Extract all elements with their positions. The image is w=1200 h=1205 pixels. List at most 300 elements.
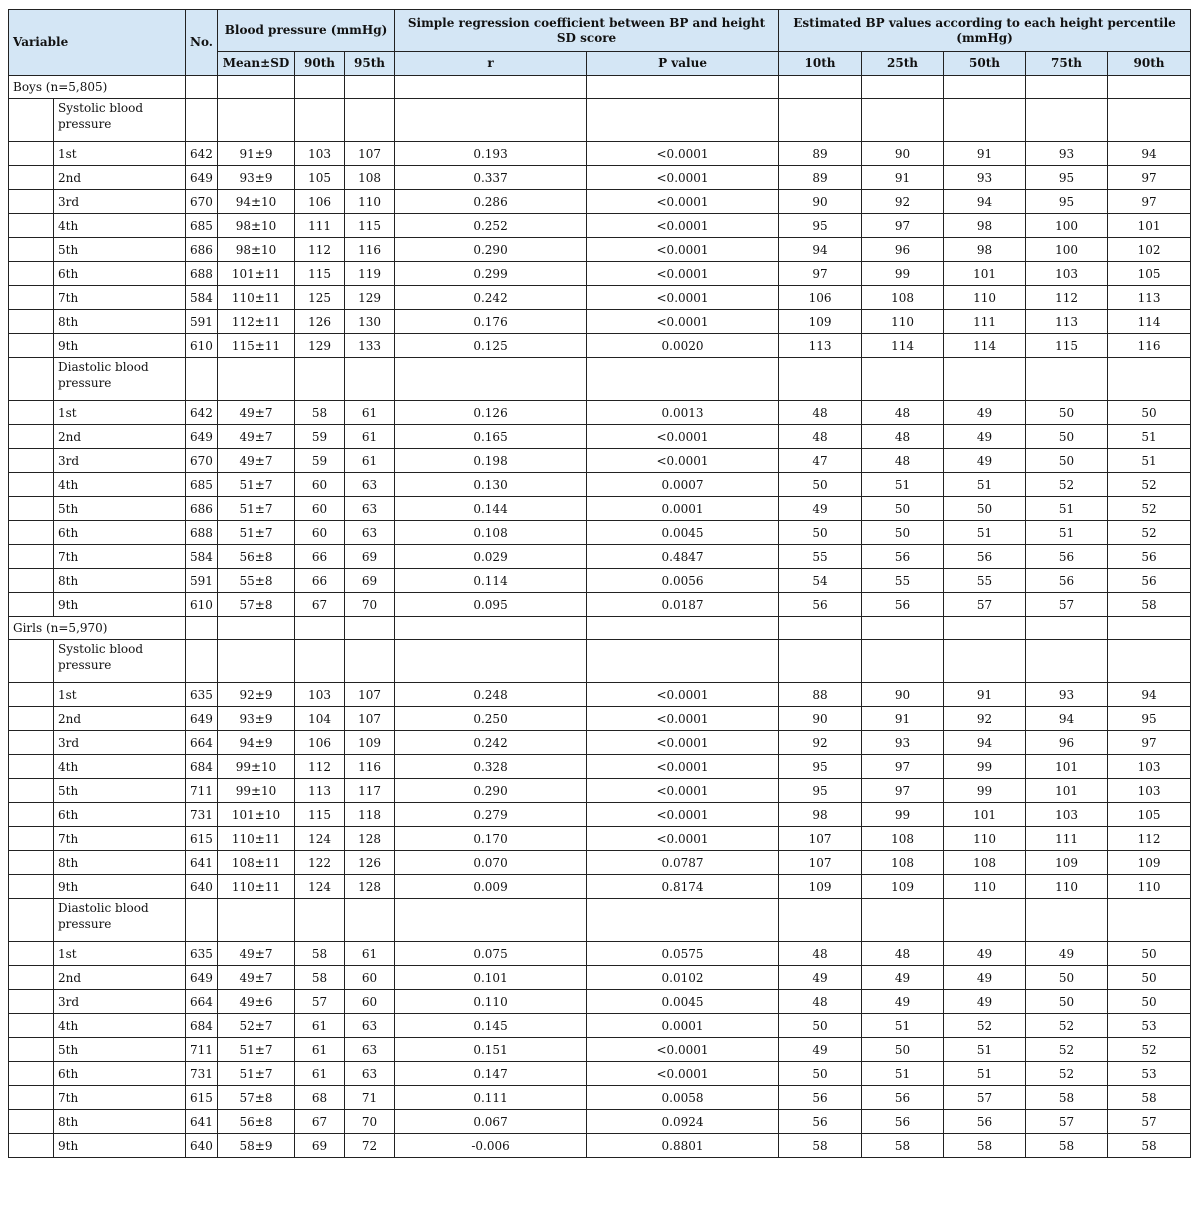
cell-mean-sd: 51±7 [218,1062,295,1086]
cell-grade: 4th [54,755,186,779]
cell-height-50th: 49 [944,401,1026,425]
cell-height-90th: 112 [1108,827,1191,851]
cell-grade: 5th [54,497,186,521]
cell-height-10th: 95 [779,214,862,238]
cell-bp-90th: 104 [295,707,345,731]
cell-mean-sd: 110±11 [218,827,295,851]
cell-grade: 8th [54,310,186,334]
cell-mean-sd: 55±8 [218,569,295,593]
table-row [9,238,1191,262]
cell-height-10th: 50 [779,521,862,545]
cell-height-75th: 56 [1026,545,1108,569]
cell-p-value: 0.0187 [587,593,779,617]
cell-height-25th: 91 [862,707,944,731]
cell-height-75th: 58 [1026,1134,1108,1158]
table-row [9,214,1191,238]
cell-r: 0.095 [395,593,587,617]
empty-cell [944,358,1026,401]
cell-height-10th: 90 [779,190,862,214]
cell-bp-90th: 112 [295,238,345,262]
cell-r: 0.070 [395,851,587,875]
table-container [8,9,1191,1158]
indent-cell [9,899,54,942]
cell-height-90th: 116 [1108,334,1191,358]
table-body [9,76,1191,1158]
cell-p-value: <0.0001 [587,214,779,238]
cell-height-90th: 110 [1108,875,1191,899]
indent-cell [9,875,54,899]
cell-bp-95th: 110 [345,190,395,214]
indent-cell [9,214,54,238]
cell-height-50th: 99 [944,755,1026,779]
cell-height-25th: 90 [862,142,944,166]
cell-p-value: 0.0001 [587,1014,779,1038]
cell-height-50th: 49 [944,942,1026,966]
cell-height-50th: 50 [944,497,1026,521]
cell-height-50th: 98 [944,214,1026,238]
cell-bp-95th: 119 [345,262,395,286]
indent-cell [9,425,54,449]
cell-mean-sd: 110±11 [218,875,295,899]
cell-r: 0.290 [395,779,587,803]
cell-height-50th: 49 [944,966,1026,990]
cell-mean-sd: 98±10 [218,238,295,262]
cell-r: 0.126 [395,401,587,425]
table-row [9,707,1191,731]
indent-cell [9,683,54,707]
cell-height-25th: 97 [862,214,944,238]
indent-cell [9,593,54,617]
indent-cell [9,827,54,851]
cell-height-25th: 56 [862,1086,944,1110]
cell-grade: 7th [54,286,186,310]
cell-bp-90th: 59 [295,425,345,449]
cell-height-50th: 111 [944,310,1026,334]
empty-cell [345,899,395,942]
cell-no: 649 [186,966,218,990]
empty-cell [862,640,944,683]
header-height-10th: 10th [779,52,862,76]
cell-height-50th: 110 [944,875,1026,899]
cell-grade: 4th [54,1014,186,1038]
cell-grade: 1st [54,142,186,166]
cell-r: 0.299 [395,262,587,286]
empty-cell [779,617,862,640]
indent-cell [9,190,54,214]
cell-r: 0.279 [395,803,587,827]
empty-cell [395,640,587,683]
cell-p-value: 0.8174 [587,875,779,899]
cell-bp-95th: 128 [345,875,395,899]
empty-cell [779,99,862,142]
indent-cell [9,262,54,286]
cell-height-50th: 94 [944,731,1026,755]
cell-height-10th: 107 [779,827,862,851]
cell-bp-90th: 58 [295,401,345,425]
cell-grade: 3rd [54,449,186,473]
cell-r: 0.151 [395,1038,587,1062]
empty-cell [345,99,395,142]
header-r: r [395,52,587,76]
cell-height-50th: 49 [944,425,1026,449]
cell-r: 0.130 [395,473,587,497]
cell-p-value: 0.0058 [587,1086,779,1110]
cell-bp-90th: 67 [295,593,345,617]
cell-mean-sd: 93±9 [218,707,295,731]
table-row [9,779,1191,803]
cell-bp-90th: 115 [295,262,345,286]
cell-mean-sd: 99±10 [218,755,295,779]
cell-height-10th: 55 [779,545,862,569]
empty-cell [186,899,218,942]
cell-p-value: <0.0001 [587,190,779,214]
table-row [9,334,1191,358]
cell-height-90th: 94 [1108,683,1191,707]
cell-height-10th: 49 [779,497,862,521]
cell-p-value: 0.0013 [587,401,779,425]
cell-height-10th: 48 [779,990,862,1014]
cell-height-90th: 102 [1108,238,1191,262]
cell-height-10th: 109 [779,875,862,899]
table-row [9,286,1191,310]
cell-height-90th: 50 [1108,966,1191,990]
cell-height-90th: 53 [1108,1014,1191,1038]
cell-height-10th: 56 [779,593,862,617]
cell-height-50th: 108 [944,851,1026,875]
indent-cell [9,851,54,875]
cell-bp-90th: 60 [295,521,345,545]
empty-cell [944,99,1026,142]
indent-cell [9,286,54,310]
empty-cell [779,76,862,99]
cell-height-90th: 97 [1108,190,1191,214]
cell-bp-95th: 128 [345,827,395,851]
cell-height-25th: 108 [862,851,944,875]
table-row [9,1110,1191,1134]
cell-r: 0.067 [395,1110,587,1134]
empty-cell [395,358,587,401]
empty-cell [1026,617,1108,640]
cell-height-50th: 101 [944,803,1026,827]
header-height-25th: 25th [862,52,944,76]
cell-bp-95th: 72 [345,1134,395,1158]
cell-height-75th: 57 [1026,593,1108,617]
empty-cell [1108,99,1191,142]
table-row [9,942,1191,966]
cell-r: 0.290 [395,238,587,262]
cell-p-value: <0.0001 [587,262,779,286]
cell-grade: 8th [54,569,186,593]
cell-no: 649 [186,166,218,190]
cell-p-value: <0.0001 [587,755,779,779]
cell-mean-sd: 93±9 [218,166,295,190]
cell-height-10th: 47 [779,449,862,473]
cell-height-90th: 113 [1108,286,1191,310]
cell-p-value: <0.0001 [587,731,779,755]
cell-no: 686 [186,238,218,262]
cell-height-25th: 56 [862,593,944,617]
cell-height-90th: 94 [1108,142,1191,166]
cell-height-75th: 95 [1026,190,1108,214]
cell-no: 641 [186,851,218,875]
empty-cell [862,358,944,401]
cell-grade: 7th [54,1086,186,1110]
empty-cell [587,899,779,942]
cell-height-25th: 50 [862,497,944,521]
cell-height-50th: 55 [944,569,1026,593]
cell-bp-90th: 60 [295,473,345,497]
cell-height-50th: 114 [944,334,1026,358]
table-row [9,1134,1191,1158]
cell-no: 670 [186,190,218,214]
cell-no: 640 [186,1134,218,1158]
cell-bp-90th: 69 [295,1134,345,1158]
cell-height-50th: 101 [944,262,1026,286]
empty-cell [779,640,862,683]
header-mean-sd: Mean±SD [218,52,295,76]
empty-cell [1026,358,1108,401]
cell-p-value: <0.0001 [587,1038,779,1062]
cell-r: 0.193 [395,142,587,166]
cell-no: 684 [186,1014,218,1038]
cell-height-75th: 52 [1026,1038,1108,1062]
cell-grade: 9th [54,875,186,899]
cell-height-75th: 101 [1026,755,1108,779]
empty-cell [587,640,779,683]
cell-grade: 8th [54,1110,186,1134]
cell-height-75th: 94 [1026,707,1108,731]
cell-mean-sd: 91±9 [218,142,295,166]
cell-no: 584 [186,286,218,310]
cell-mean-sd: 52±7 [218,1014,295,1038]
cell-bp-90th: 126 [295,310,345,334]
cell-height-50th: 91 [944,142,1026,166]
cell-mean-sd: 51±7 [218,1038,295,1062]
cell-height-75th: 50 [1026,425,1108,449]
empty-cell [218,99,295,142]
cell-grade: 2nd [54,166,186,190]
cell-height-10th: 98 [779,803,862,827]
cell-height-75th: 58 [1026,1086,1108,1110]
cell-height-75th: 50 [1026,966,1108,990]
cell-p-value: 0.0045 [587,521,779,545]
empty-cell [395,899,587,942]
empty-cell [587,358,779,401]
cell-height-75th: 100 [1026,238,1108,262]
cell-height-25th: 51 [862,473,944,497]
table-row [9,569,1191,593]
cell-bp-90th: 129 [295,334,345,358]
cell-no: 591 [186,310,218,334]
cell-height-90th: 50 [1108,990,1191,1014]
empty-cell [587,76,779,99]
empty-cell [587,99,779,142]
cell-mean-sd: 49±6 [218,990,295,1014]
empty-cell [186,617,218,640]
cell-bp-90th: 111 [295,214,345,238]
cell-r: 0.147 [395,1062,587,1086]
cell-bp-95th: 107 [345,707,395,731]
cell-height-50th: 51 [944,1062,1026,1086]
section-row [9,640,1191,683]
cell-height-25th: 49 [862,990,944,1014]
cell-bp-95th: 130 [345,310,395,334]
cell-height-75th: 52 [1026,1062,1108,1086]
cell-bp-95th: 63 [345,1062,395,1086]
cell-height-10th: 88 [779,683,862,707]
cell-height-25th: 48 [862,942,944,966]
cell-bp-90th: 103 [295,683,345,707]
cell-height-25th: 109 [862,875,944,899]
empty-cell [395,99,587,142]
cell-height-10th: 107 [779,851,862,875]
indent-cell [9,1038,54,1062]
cell-height-50th: 49 [944,449,1026,473]
cell-grade: 6th [54,521,186,545]
cell-no: 711 [186,1038,218,1062]
empty-cell [1108,640,1191,683]
cell-bp-95th: 63 [345,473,395,497]
empty-cell [944,617,1026,640]
empty-cell [395,617,587,640]
indent-cell [9,142,54,166]
cell-height-90th: 51 [1108,425,1191,449]
cell-height-50th: 98 [944,238,1026,262]
table-row [9,449,1191,473]
cell-height-25th: 50 [862,521,944,545]
cell-bp-95th: 107 [345,142,395,166]
cell-bp-95th: 117 [345,779,395,803]
cell-bp-95th: 63 [345,521,395,545]
cell-height-10th: 48 [779,942,862,966]
cell-grade: 5th [54,779,186,803]
cell-height-75th: 57 [1026,1110,1108,1134]
cell-height-10th: 90 [779,707,862,731]
cell-grade: 3rd [54,190,186,214]
cell-r: 0.250 [395,707,587,731]
cell-bp-90th: 105 [295,166,345,190]
cell-mean-sd: 49±7 [218,425,295,449]
cell-bp-95th: 69 [345,569,395,593]
cell-grade: 3rd [54,990,186,1014]
cell-mean-sd: 49±7 [218,401,295,425]
cell-bp-95th: 70 [345,1110,395,1134]
table-header [9,10,1191,76]
cell-height-10th: 95 [779,779,862,803]
empty-cell [862,617,944,640]
header-no: No. [186,10,218,76]
empty-cell [295,640,345,683]
cell-bp-95th: 61 [345,449,395,473]
cell-bp-95th: 61 [345,401,395,425]
cell-height-90th: 51 [1108,449,1191,473]
cell-height-90th: 114 [1108,310,1191,334]
cell-height-90th: 57 [1108,1110,1191,1134]
indent-cell [9,731,54,755]
cell-p-value: <0.0001 [587,779,779,803]
cell-bp-90th: 103 [295,142,345,166]
bp-table [8,9,1191,1158]
cell-no: 641 [186,1110,218,1134]
cell-height-10th: 106 [779,286,862,310]
table-row [9,755,1191,779]
cell-height-75th: 96 [1026,731,1108,755]
cell-height-75th: 56 [1026,569,1108,593]
cell-mean-sd: 115±11 [218,334,295,358]
cell-no: 584 [186,545,218,569]
cell-height-75th: 111 [1026,827,1108,851]
cell-height-50th: 49 [944,990,1026,1014]
cell-height-10th: 109 [779,310,862,334]
cell-no: 664 [186,731,218,755]
cell-bp-95th: 116 [345,755,395,779]
cell-height-75th: 103 [1026,262,1108,286]
cell-bp-90th: 66 [295,569,345,593]
cell-bp-95th: 63 [345,497,395,521]
cell-height-25th: 97 [862,779,944,803]
header-regression: Simple regression coefficient between BP and height SD score [395,10,779,52]
cell-no: 685 [186,473,218,497]
cell-height-25th: 90 [862,683,944,707]
cell-no: 685 [186,214,218,238]
cell-bp-90th: 122 [295,851,345,875]
section-label: Systolic blood pressure [54,640,186,683]
cell-height-25th: 49 [862,966,944,990]
cell-r: 0.248 [395,683,587,707]
cell-grade: 6th [54,803,186,827]
cell-r: 0.252 [395,214,587,238]
empty-cell [295,76,345,99]
cell-no: 635 [186,683,218,707]
cell-grade: 6th [54,1062,186,1086]
cell-no: 684 [186,755,218,779]
header-blood-pressure: Blood pressure (mmHg) [218,10,395,52]
indent-cell [9,1110,54,1134]
cell-bp-90th: 125 [295,286,345,310]
cell-p-value: <0.0001 [587,166,779,190]
section-row [9,899,1191,942]
cell-r: 0.337 [395,166,587,190]
indent-cell [9,358,54,401]
cell-height-25th: 51 [862,1062,944,1086]
cell-height-50th: 57 [944,593,1026,617]
cell-no: 664 [186,990,218,1014]
cell-height-50th: 51 [944,473,1026,497]
cell-height-25th: 110 [862,310,944,334]
cell-height-10th: 92 [779,731,862,755]
indent-cell [9,473,54,497]
indent-cell [9,966,54,990]
cell-height-10th: 54 [779,569,862,593]
indent-cell [9,1062,54,1086]
table-row [9,1062,1191,1086]
cell-bp-95th: 118 [345,803,395,827]
cell-height-25th: 99 [862,803,944,827]
cell-r: 0.198 [395,449,587,473]
cell-bp-90th: 61 [295,1062,345,1086]
cell-height-50th: 56 [944,1110,1026,1134]
cell-height-90th: 53 [1108,1062,1191,1086]
cell-height-50th: 91 [944,683,1026,707]
cell-height-10th: 49 [779,1038,862,1062]
cell-r: 0.114 [395,569,587,593]
header-height-50th: 50th [944,52,1026,76]
cell-no: 610 [186,593,218,617]
cell-bp-95th: 61 [345,942,395,966]
cell-height-75th: 51 [1026,521,1108,545]
cell-height-90th: 52 [1108,1038,1191,1062]
cell-height-75th: 51 [1026,497,1108,521]
